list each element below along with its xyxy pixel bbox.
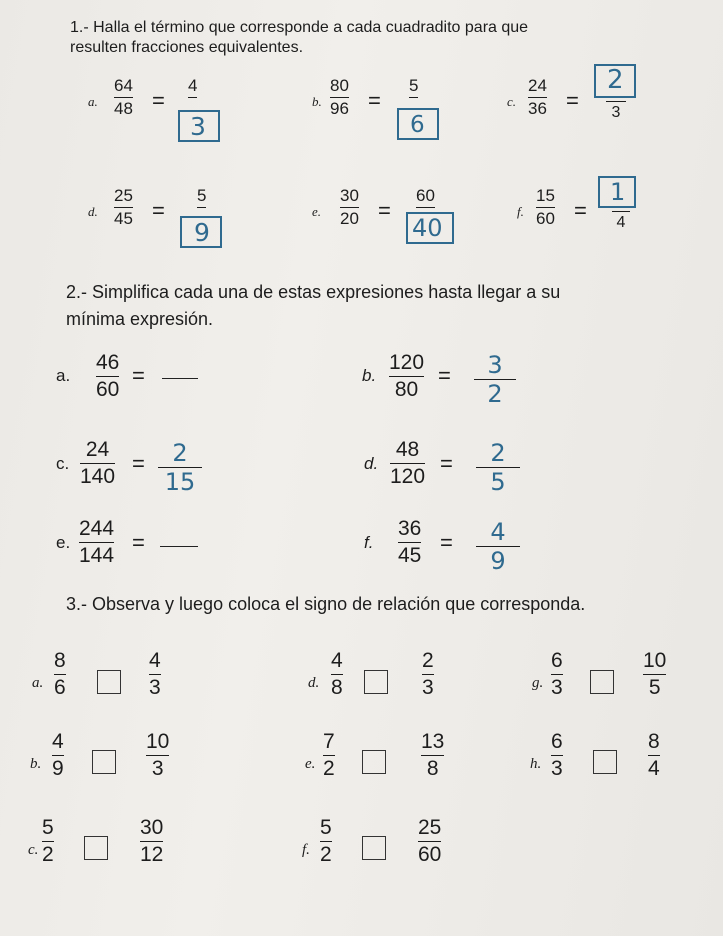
item-label: b. (362, 366, 377, 385)
fraction-left: 8 6 (54, 649, 66, 699)
item-label: c. (28, 842, 39, 858)
item-label: c. (56, 454, 70, 473)
fraction-target: 5 (409, 76, 418, 99)
fraction-given: 30 20 (340, 186, 359, 228)
fraction-given: 64 48 (114, 76, 133, 118)
item-label: a. (88, 94, 98, 109)
relation-sign-box[interactable] (590, 670, 614, 694)
handwritten-answer: 40 (412, 214, 443, 242)
item-label: e. (305, 756, 316, 772)
section2-title-line2: mínima expresión. (66, 309, 214, 329)
fraction-right: 4 3 (149, 649, 161, 699)
fraction-right: 30 12 (140, 816, 164, 866)
handwritten-answer: 9 (194, 218, 210, 247)
fraction-target: 4 (188, 76, 197, 99)
handwritten-fraction: 4 9 (476, 519, 520, 574)
item-label: b. (30, 756, 42, 772)
fraction-right: 25 60 (418, 816, 442, 866)
fraction-left: 4 8 (331, 649, 343, 699)
item-label: d. (88, 204, 98, 219)
handwritten-fraction: 2 15 (158, 440, 202, 495)
equals-sign: = (378, 198, 391, 223)
item-label: e. (56, 533, 71, 552)
item-label: f. (364, 533, 374, 552)
item-label: e. (312, 204, 322, 219)
equals-sign: = (368, 88, 381, 113)
equals-sign: = (132, 451, 145, 476)
item-label: f. (302, 842, 310, 858)
section3-title: 3.- Observa y luego coloca el signo de relación que corresponda. (66, 594, 586, 614)
fraction-target: 4 (612, 210, 630, 233)
fraction-given: 46 60 (96, 351, 120, 401)
equals-sign: = (152, 88, 165, 113)
fraction-given: 120 80 (389, 351, 425, 401)
equals-sign: = (132, 530, 145, 555)
equals-sign: = (574, 198, 587, 223)
equals-sign: = (440, 530, 453, 555)
answer-blank[interactable] (162, 378, 198, 379)
fraction-given: 36 45 (398, 517, 422, 567)
fraction-given: 24 140 (80, 438, 116, 488)
relation-sign-box[interactable] (362, 836, 386, 860)
fraction-given: 15 60 (536, 186, 555, 228)
fraction-left: 5 2 (42, 816, 54, 866)
relation-sign-box[interactable] (97, 670, 121, 694)
section1-title-line2: resulten fracciones equivalentes. (70, 39, 304, 56)
section2-title-line1: 2.- Simplifica cada una de estas expresiones hasta llegar a su (66, 282, 561, 302)
section1-title-line1: 1.- Halla el término que corresponde a cada cuadradito para que (70, 19, 529, 36)
handwritten-answer: 2 (607, 65, 624, 95)
equals-sign: = (152, 198, 165, 223)
handwritten-fraction: 3 2 (474, 352, 516, 407)
item-label: d. (308, 675, 320, 691)
item-label: a. (32, 675, 44, 691)
fraction-right: 10 5 (643, 649, 667, 699)
relation-sign-box[interactable] (92, 750, 116, 774)
equals-sign: = (566, 88, 579, 113)
fraction-target: 3 (606, 100, 626, 123)
relation-sign-box[interactable] (362, 750, 386, 774)
fraction-target: 60 (416, 186, 435, 209)
fraction-left: 4 9 (52, 730, 64, 780)
item-label: h. (530, 756, 542, 772)
fraction-given: 48 120 (390, 438, 426, 488)
item-label: f. (517, 204, 524, 219)
fraction-left: 6 3 (551, 649, 563, 699)
item-label: c. (507, 94, 517, 109)
fraction-right: 10 3 (146, 730, 170, 780)
fraction-given: 244 144 (79, 517, 115, 567)
fraction-left: 5 2 (320, 816, 332, 866)
equals-sign: = (440, 451, 453, 476)
fraction-given: 25 45 (114, 186, 133, 228)
fraction-left: 7 2 (323, 730, 335, 780)
item-label: g. (532, 675, 544, 691)
fraction-left: 6 3 (551, 730, 563, 780)
fraction-right: 8 4 (648, 730, 660, 780)
answer-blank[interactable] (160, 546, 198, 547)
item-label: d. (364, 454, 379, 473)
item-label: a. (56, 366, 71, 385)
handwritten-answer: 1 (610, 178, 626, 206)
equals-sign: = (438, 363, 451, 388)
fraction-right: 2 3 (422, 649, 434, 699)
relation-sign-box[interactable] (364, 670, 388, 694)
fraction-target: 5 (197, 186, 206, 209)
relation-sign-box[interactable] (593, 750, 617, 774)
item-label: b. (312, 94, 322, 109)
fraction-given: 80 96 (330, 76, 349, 118)
relation-sign-box[interactable] (84, 836, 108, 860)
handwritten-answer: 6 (410, 112, 425, 138)
handwritten-answer: 3 (190, 112, 206, 141)
fraction-right: 13 8 (421, 730, 445, 780)
fraction-given: 24 36 (528, 76, 547, 118)
equals-sign: = (132, 363, 145, 388)
handwritten-fraction: 2 5 (476, 440, 520, 495)
